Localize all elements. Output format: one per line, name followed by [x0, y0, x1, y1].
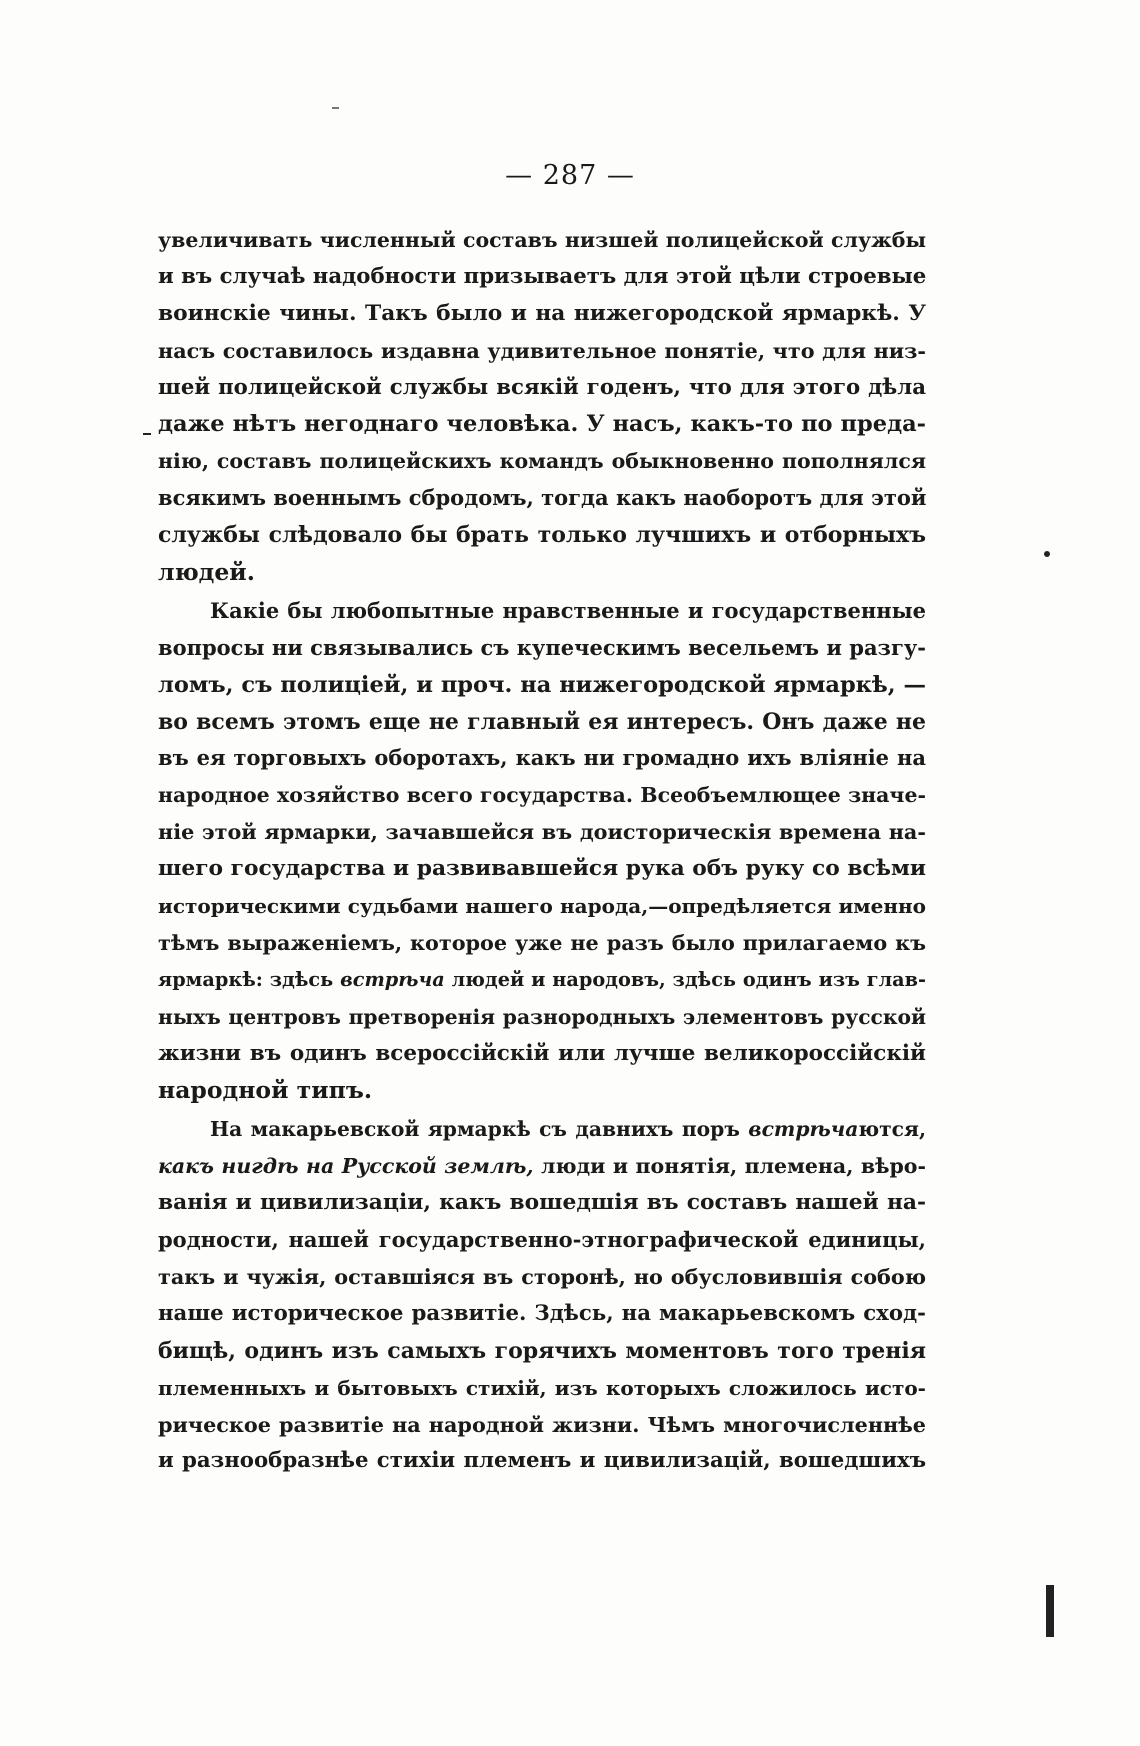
- text-line: ванія и цивилизаціи, какъ вошедшія въ составъ нашей на-: [158, 1190, 926, 1216]
- text-line: увеличивать численный составъ низшей полицейской службы: [158, 228, 926, 252]
- text-line: шей полицейской службы всякій годенъ, что для этого дѣла: [158, 374, 926, 400]
- text-line: ныхъ центровъ претворенія разнородныхъ элементовъ русской: [158, 1004, 926, 1029]
- text-line: вопросы ни связывались съ купеческимъ весельемъ и разгу-: [158, 634, 926, 660]
- body-text: [158, 222, 926, 1480]
- scan-artifact: [1046, 1585, 1054, 1637]
- scan-speck: [1044, 551, 1050, 557]
- text-line: ломъ, съ полиціей, и проч. на нижегородской ярмаркѣ, —: [158, 671, 926, 698]
- text-line: какъ нигдѣ на Русской землѣ, люди и понятія, племена, вѣро-: [158, 1154, 926, 1179]
- text-line: народное хозяйство всего государства. Всеобъемлющее значе-: [158, 783, 926, 808]
- text-line: воинскіе чины. Такъ было и на нижегородской ярмаркѣ. У: [158, 300, 926, 326]
- text-line: наше историческое развитіе. Здѣсь, на макарьевскомъ сход-: [158, 1300, 926, 1326]
- page-number: — 287 —: [505, 160, 635, 191]
- text-line: ніе этой ярмарки, зачавшейся въ доисторическія времена на-: [158, 820, 926, 845]
- text-line: въ ея торговыхъ оборотахъ, какъ ни громадно ихъ вліяніе на: [158, 745, 926, 771]
- text-line: даже нѣтъ негоднаго человѣка. У насъ, какъ-то по преда-: [158, 411, 926, 438]
- text-line: службы слѣдовало бы брать только лучшихъ и отборныхъ: [158, 522, 926, 549]
- text-line: тѣмъ выраженіемъ, которое уже не разъ было прилагаемо къ: [158, 930, 926, 955]
- text-line: ярмаркѣ: здѣсь встрѣча людей и народовъ, здѣсь одинъ изъ глав-: [158, 967, 926, 991]
- scan-speck: [143, 433, 151, 435]
- text-line: жизни въ одинъ всероссійскій или лучше великороссійскій: [158, 1040, 926, 1066]
- text-line: такъ и чужія, оставшіяся въ сторонѣ, но обусловившія собою: [158, 1264, 926, 1289]
- text-line: бищѣ, одинъ изъ самыхъ горячихъ моментовъ того тренія: [158, 1337, 926, 1364]
- text-line: всякимъ военнымъ сбродомъ, тогда какъ наоборотъ для этой: [158, 485, 926, 511]
- text-line: На макарьевской ярмаркѣ съ давнихъ поръ встрѣчаются,: [210, 1117, 926, 1142]
- text-line: народной типъ.: [158, 1076, 373, 1105]
- text-line: и въ случаѣ надобности призываетъ для этой цѣли строевые: [158, 263, 926, 289]
- text-line: насъ составилось издавна удивительное понятіе, что для низ-: [158, 338, 926, 363]
- text-line: рическое развитіе на народной жизни. Чѣмъ многочисленнѣе: [158, 1412, 926, 1437]
- text-line: племенныхъ и бытовыхъ стихій, изъ которыхъ сложилось исто-: [158, 1375, 926, 1400]
- scan-speck: [332, 107, 339, 109]
- text-line: нію, составъ полицейскихъ командъ обыкновенно пополнялся: [158, 449, 926, 474]
- text-line: родности, нашей государственно-этнографической единицы,: [158, 1227, 926, 1253]
- text-line: шего государства и развивавшейся рука объ руку со всѣми: [158, 856, 926, 882]
- text-line: и разнообразнѣе стихіи племенъ и цивилизацій, вошедшихъ: [158, 1448, 926, 1474]
- text-line: во всемъ этомъ еще не главный ея интересъ. Онъ даже не: [158, 708, 926, 735]
- text-line: людей.: [158, 558, 255, 587]
- text-line: историческими судьбами нашего народа,—опредѣляется именно: [158, 894, 926, 919]
- text-line: Какіе бы любопытные нравственные и государственные: [210, 597, 926, 623]
